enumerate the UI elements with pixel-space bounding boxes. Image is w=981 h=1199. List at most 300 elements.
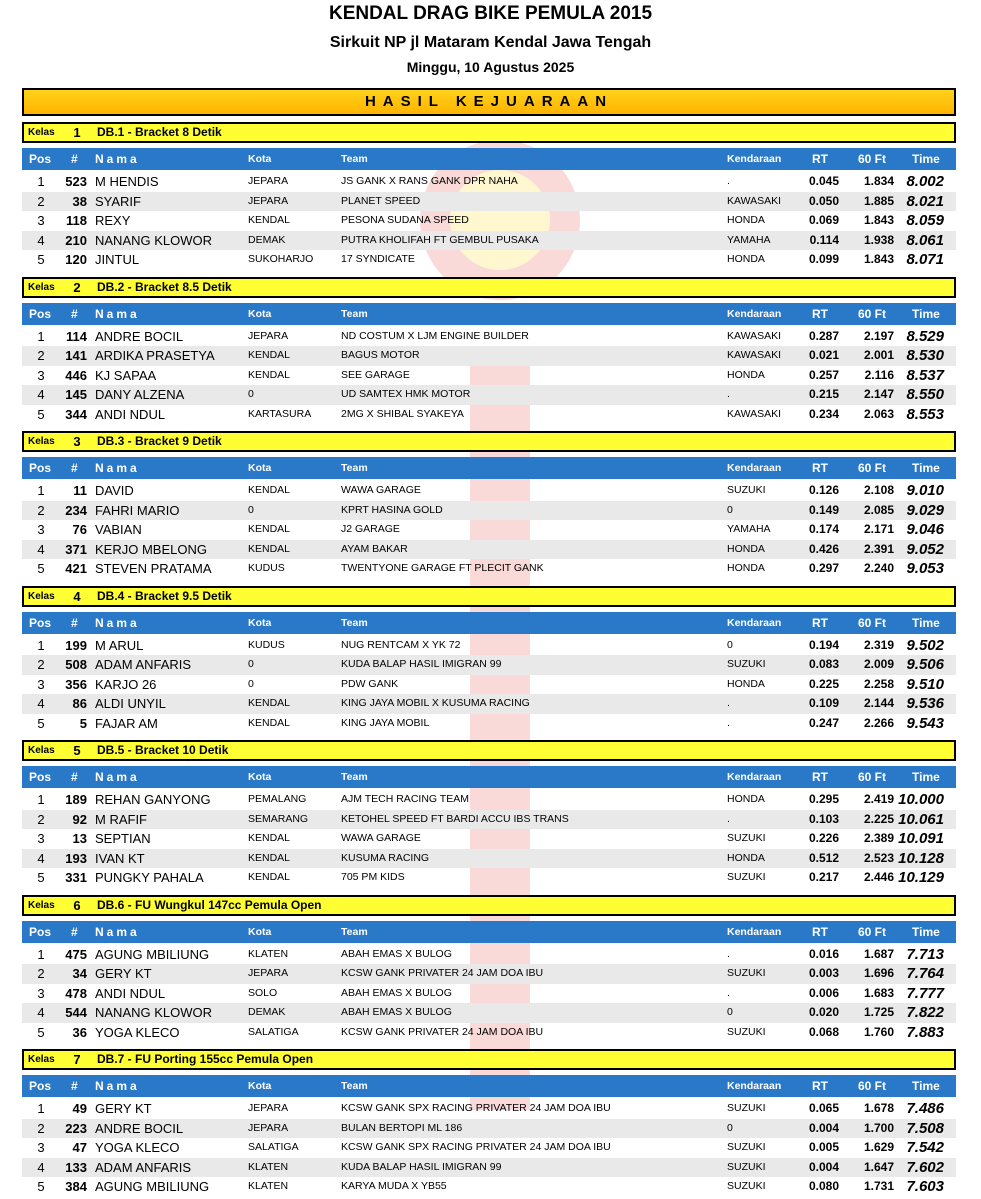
cell-nama: PUNGKY PAHALA	[95, 870, 204, 885]
cell-pos: 4	[37, 541, 45, 557]
cell-kend: KAWASAKI	[727, 407, 782, 420]
cell-ft: 2.108	[863, 483, 894, 497]
column-header-nama: Nama	[95, 615, 140, 630]
cell-ft: 2.144	[863, 696, 894, 710]
column-header-kend: Kendaraan	[727, 1080, 782, 1092]
class-number: 1	[73, 125, 81, 140]
table-row	[22, 849, 956, 869]
cell-kend: YAMAHA	[727, 523, 771, 535]
cell-ft: 1.700	[863, 1120, 894, 1135]
cell-kota: KENDAL	[248, 349, 291, 361]
cell-team: KPRT HASINA GOLD	[341, 503, 443, 516]
cell-ft: 2.171	[863, 522, 894, 536]
column-header-nama: Nama	[95, 924, 140, 939]
cell-pos: 1	[37, 637, 45, 653]
cell-team: KCSW GANK PRIVATER 24 JAM DOA IBU	[341, 967, 544, 979]
cell-kend: HONDA	[727, 542, 765, 555]
cell-pos: 3	[37, 1140, 45, 1155]
column-header-time: Time	[912, 924, 940, 939]
column-header-time: Time	[912, 306, 940, 321]
cell-nama: JINTUL	[95, 252, 140, 267]
class-title-bar	[22, 1049, 956, 1070]
column-header-ft: 60 Ft	[858, 152, 887, 166]
cell-nama: REHAN GANYONG	[95, 792, 211, 807]
cell-ft: 2.063	[863, 406, 894, 421]
cell-num: 508	[65, 657, 87, 672]
cell-rt: 0.126	[808, 483, 839, 497]
cell-num: 76	[72, 522, 87, 537]
column-header-pos: Pos	[29, 1079, 52, 1093]
cell-num: 118	[66, 213, 87, 228]
cell-kota: DEMAK	[248, 233, 286, 246]
cell-kend: SUZUKI	[727, 1141, 766, 1153]
cell-kota: SALATIGA	[248, 1025, 299, 1038]
cell-rt: 0.226	[808, 831, 839, 845]
cell-time: 9.029	[906, 501, 944, 519]
cell-pos: 1	[37, 792, 45, 807]
cell-ft: 1.843	[863, 213, 894, 227]
cell-rt: 0.083	[808, 657, 839, 671]
column-header-rt: RT	[812, 770, 828, 784]
cell-time: 8.529	[906, 327, 944, 345]
cell-nama: GERY KT	[95, 966, 152, 981]
column-header-num: #	[71, 770, 78, 784]
cell-team: BAGUS MOTOR	[341, 349, 420, 361]
column-header-time: Time	[912, 1079, 940, 1093]
cell-kend: SUZUKI	[727, 967, 766, 979]
column-header-kota: Kota	[248, 153, 272, 165]
cell-ft: 1.843	[863, 252, 894, 266]
cell-pos: 1	[37, 946, 45, 962]
cell-nama: KJ SAPAA	[95, 367, 157, 383]
class-title: DB.5 - Bracket 10 Detik	[97, 743, 229, 757]
cell-ft: 1.834	[863, 174, 894, 188]
cell-ft: 2.446	[863, 870, 894, 884]
column-header-pos: Pos	[29, 306, 52, 321]
cell-kota: SEMARANG	[248, 812, 309, 825]
table-row	[22, 790, 956, 810]
cell-nama: M HENDIS	[95, 174, 159, 189]
column-header-pos: Pos	[29, 770, 52, 784]
column-header-rt: RT	[812, 461, 828, 475]
cell-team: WAWA GARAGE	[341, 484, 421, 496]
cell-kota: 0	[248, 388, 254, 400]
class-number: 3	[73, 434, 81, 449]
cell-pos: 2	[37, 966, 45, 981]
cell-num: 47	[72, 1140, 87, 1155]
column-header-nama: Nama	[95, 152, 140, 166]
column-header-rt: RT	[812, 152, 828, 166]
cell-rt: 0.295	[808, 792, 839, 806]
cell-team: AYAM BAKAR	[341, 542, 408, 555]
cell-pos: 2	[37, 657, 45, 672]
cell-num: 210	[65, 232, 87, 248]
column-header-time: Time	[912, 615, 940, 630]
column-header-num: #	[71, 615, 78, 630]
cell-kend: .	[727, 697, 730, 709]
cell-rt: 0.004	[808, 1159, 839, 1174]
page-title: KENDAL DRAG BIKE PEMULA 2015	[328, 3, 653, 24]
cell-kend: HONDA	[727, 368, 765, 381]
cell-nama: FAJAR AM	[95, 715, 158, 731]
column-header-nama: Nama	[95, 770, 140, 784]
cell-kend: .	[727, 986, 730, 999]
cell-team: 2MG X SHIBAL SYAKEYA	[341, 407, 464, 420]
cell-team: SEE GARAGE	[341, 368, 410, 381]
cell-time: 7.883	[906, 1023, 944, 1041]
cell-kota: KENDAL	[248, 523, 291, 535]
results-banner: HASIL KEJUARAAN	[22, 88, 956, 116]
cell-kend: .	[727, 175, 730, 187]
cell-nama: ADAM ANFARIS	[95, 1159, 192, 1175]
table-row	[22, 1023, 956, 1043]
cell-ft: 1.629	[863, 1140, 894, 1154]
cell-num: 114	[66, 328, 87, 344]
cell-ft: 2.391	[863, 541, 894, 556]
column-header-ft: 60 Ft	[858, 924, 887, 939]
cell-time: 9.502	[906, 636, 944, 654]
cell-team: KCSW GANK SPX RACING PRIVATER 24 JAM DOA IBU	[341, 1141, 611, 1153]
cell-pos: 5	[37, 870, 45, 885]
cell-kota: JEPARA	[248, 175, 289, 187]
cell-ft: 2.085	[863, 502, 894, 517]
cell-pos: 2	[37, 502, 45, 518]
cell-rt: 0.247	[808, 715, 839, 730]
cell-nama: KERJO MBELONG	[95, 541, 207, 557]
table-row	[22, 1177, 956, 1197]
cell-time: 9.536	[906, 695, 944, 712]
table-row	[22, 231, 956, 251]
column-header-kota: Kota	[248, 1080, 272, 1092]
cell-nama: M ARUL	[95, 637, 144, 653]
cell-team: KUDA BALAP HASIL IMIGRAN 99	[341, 1160, 502, 1173]
table-row	[22, 829, 956, 849]
cell-nama: YOGA KLECO	[95, 1140, 180, 1155]
class-title: DB.4 - Bracket 9.5 Detik	[97, 588, 232, 603]
table-row	[22, 945, 956, 965]
cell-num: 234	[65, 502, 87, 518]
column-header-team: Team	[341, 925, 368, 938]
cell-rt: 0.003	[808, 966, 839, 980]
cell-num: 475	[65, 946, 87, 962]
cell-kota: JEPARA	[248, 1121, 289, 1134]
cell-pos: 1	[37, 174, 45, 189]
column-header-rt: RT	[812, 924, 828, 939]
column-header-num: #	[71, 306, 78, 321]
cell-team: PESONA SUDANA SPEED	[341, 214, 469, 226]
table-row	[22, 481, 956, 501]
class-title: DB.7 - FU Porting 155cc Pemula Open	[97, 1052, 314, 1066]
cell-team: KETOHEL SPEED FT BARDI ACCU IBS TRANS	[341, 812, 569, 825]
class-title: DB.2 - Bracket 8.5 Detik	[97, 279, 232, 294]
cell-num: 38	[72, 193, 87, 209]
cell-time: 9.510	[906, 675, 944, 693]
cell-time: 9.543	[906, 714, 944, 732]
cell-time: 8.021	[906, 192, 944, 210]
cell-kota: KLATEN	[248, 1180, 289, 1192]
table-row	[22, 810, 956, 830]
column-header-nama: Nama	[95, 461, 140, 475]
column-header-ft: 60 Ft	[858, 1079, 887, 1093]
cell-time: 8.537	[906, 366, 944, 384]
column-header-pos: Pos	[29, 615, 52, 630]
cell-nama: REXY	[95, 213, 131, 228]
column-header-kota: Kota	[248, 462, 272, 474]
cell-kend: SUZUKI	[727, 1025, 766, 1038]
table-row	[22, 1158, 956, 1178]
cell-rt: 0.149	[808, 502, 839, 517]
cell-pos: 4	[37, 387, 45, 402]
cell-kota: KENDAL	[248, 214, 291, 226]
cell-num: 544	[65, 1005, 87, 1020]
cell-nama: AGUNG MBILIUNG	[95, 1179, 210, 1194]
venue-subtitle: Sirkuit NP jl Mataram Kendal Jawa Tengah	[329, 34, 652, 51]
cell-kota: DEMAK	[248, 1006, 286, 1018]
cell-ft: 2.258	[863, 676, 894, 691]
cell-nama: FAHRI MARIO	[95, 502, 180, 518]
column-header-kend: Kendaraan	[727, 771, 782, 783]
cell-kend: HONDA	[727, 677, 765, 690]
class-label: Kelas	[28, 590, 55, 602]
cell-kota: 0	[248, 503, 254, 516]
column-header-kota: Kota	[248, 771, 272, 783]
column-header-num: #	[71, 461, 78, 475]
cell-nama: YOGA KLECO	[95, 1024, 180, 1040]
cell-time: 9.046	[906, 521, 944, 538]
cell-num: 11	[73, 483, 87, 498]
cell-kend: SUZUKI	[727, 1102, 766, 1114]
table-row	[22, 964, 956, 984]
cell-nama: DANY ALZENA	[95, 387, 185, 402]
table-row	[22, 1138, 956, 1158]
cell-pos: 3	[37, 676, 45, 692]
cell-rt: 0.114	[809, 232, 839, 247]
cell-nama: ANDI NDUL	[95, 406, 166, 422]
cell-time: 8.530	[906, 347, 944, 364]
column-header-row	[22, 612, 956, 634]
table-row	[22, 405, 956, 425]
cell-num: 384	[65, 1179, 87, 1194]
cell-pos: 3	[37, 831, 45, 846]
class-number: 2	[73, 279, 81, 295]
cell-ft: 2.009	[863, 657, 894, 671]
column-header-kend: Kendaraan	[727, 153, 782, 165]
table-row	[22, 366, 956, 386]
column-header-team: Team	[341, 1080, 368, 1092]
class-label: Kelas	[28, 127, 55, 138]
cell-rt: 0.005	[808, 1140, 839, 1154]
cell-kend: KAWASAKI	[727, 194, 782, 207]
cell-nama: STEVEN PRATAMA	[95, 561, 212, 576]
cell-kota: JEPARA	[248, 967, 289, 979]
cell-num: 356	[65, 676, 87, 692]
cell-ft: 2.419	[863, 792, 894, 806]
cell-team: KUDA BALAP HASIL IMIGRAN 99	[341, 658, 502, 670]
cell-rt: 0.287	[808, 328, 839, 343]
cell-team: ND COSTUM X LJM ENGINE BUILDER	[341, 329, 529, 342]
cell-pos: 5	[37, 252, 45, 267]
column-header-num: #	[71, 924, 78, 939]
column-header-rt: RT	[812, 1079, 828, 1093]
column-header-num: #	[71, 152, 78, 166]
cell-rt: 0.297	[808, 561, 839, 575]
cell-rt: 0.004	[808, 1120, 839, 1135]
cell-kota: SUKOHARJO	[248, 253, 314, 265]
table-row	[22, 1099, 956, 1119]
cell-pos: 5	[37, 1024, 45, 1040]
cell-team: KCSW GANK SPX RACING PRIVATER 24 JAM DOA IBU	[341, 1102, 611, 1114]
cell-ft: 1.938	[863, 232, 894, 247]
class-number: 5	[73, 743, 81, 758]
class-title-bar	[22, 740, 956, 761]
column-header-kend: Kendaraan	[727, 462, 782, 474]
cell-team: NUG RENTCAM X YK 72	[341, 638, 461, 651]
cell-rt: 0.021	[808, 348, 839, 362]
cell-kend: SUZUKI	[727, 1160, 766, 1173]
cell-nama: KARJO 26	[95, 676, 157, 692]
cell-time: 8.002	[906, 173, 944, 190]
cell-pos: 5	[37, 715, 45, 731]
cell-team: TWENTYONE GARAGE FT PLECIT GANK	[341, 562, 544, 574]
cell-pos: 3	[37, 367, 45, 383]
cell-pos: 1	[37, 483, 45, 498]
cell-time: 7.764	[906, 965, 944, 982]
cell-num: 5	[79, 715, 87, 731]
cell-ft: 1.760	[863, 1024, 894, 1039]
cell-nama: SYARIF	[95, 193, 141, 209]
cell-pos: 4	[37, 850, 45, 866]
class-number: 7	[73, 1052, 81, 1067]
class-label: Kelas	[28, 436, 55, 447]
cell-kota: SALATIGA	[248, 1141, 299, 1153]
table-row	[22, 501, 956, 521]
table-row	[22, 520, 956, 540]
cell-nama: ANDRE BOCIL	[95, 1120, 184, 1136]
cell-rt: 0.069	[808, 213, 839, 227]
cell-nama: ARDIKA PRASETYA	[95, 348, 215, 363]
cell-rt: 0.234	[808, 406, 839, 421]
cell-time: 10.061	[898, 810, 944, 828]
cell-num: 141	[65, 348, 87, 363]
cell-time: 10.091	[898, 830, 944, 847]
column-header-team: Team	[341, 462, 368, 474]
column-header-nama: Nama	[95, 1079, 140, 1093]
cell-kend: 0	[727, 1121, 733, 1134]
cell-team: ABAH EMAS X BULOG	[341, 1006, 452, 1018]
cell-time: 9.052	[906, 540, 944, 558]
class-title: DB.3 - Bracket 9 Detik	[97, 434, 222, 448]
cell-team: PLANET SPEED	[341, 194, 421, 207]
column-header-kend: Kendaraan	[727, 307, 782, 320]
cell-nama: IVAN KT	[95, 850, 145, 866]
cell-kend: .	[727, 812, 730, 825]
cell-rt: 0.512	[808, 850, 839, 865]
cell-kota: KUDUS	[248, 638, 285, 651]
cell-rt: 0.215	[808, 387, 839, 401]
class-label: Kelas	[28, 899, 55, 911]
cell-rt: 0.065	[808, 1101, 839, 1115]
cell-time: 7.603	[906, 1178, 944, 1195]
cell-num: 223	[65, 1120, 87, 1136]
table-row	[22, 868, 956, 888]
cell-num: 13	[72, 831, 87, 846]
cell-time: 8.550	[906, 386, 944, 403]
cell-team: KCSW GANK PRIVATER 24 JAM DOA IBU	[341, 1025, 544, 1038]
cell-pos: 4	[37, 1005, 45, 1020]
column-header-rt: RT	[812, 615, 828, 630]
cell-num: 446	[65, 367, 87, 383]
column-header-kota: Kota	[248, 616, 272, 629]
column-header-ft: 60 Ft	[858, 615, 887, 630]
class-number: 6	[73, 897, 81, 913]
table-row	[22, 984, 956, 1004]
column-header-kend: Kendaraan	[727, 925, 782, 938]
column-header-row	[22, 921, 956, 943]
cell-nama: GERY KT	[95, 1101, 152, 1116]
cell-ft: 2.116	[864, 367, 894, 382]
class-title-bar	[22, 277, 956, 298]
cell-rt: 0.006	[808, 985, 839, 1000]
cell-ft: 2.240	[863, 561, 894, 575]
column-header-pos: Pos	[29, 924, 52, 939]
cell-rt: 0.109	[808, 696, 839, 710]
cell-ft: 1.683	[863, 985, 894, 1000]
cell-ft: 1.885	[863, 193, 894, 208]
cell-rt: 0.103	[808, 811, 839, 826]
column-header-team: Team	[341, 153, 368, 165]
cell-time: 8.553	[906, 405, 944, 423]
table-row	[22, 211, 956, 231]
column-header-nama: Nama	[95, 306, 140, 321]
table-row	[22, 675, 956, 695]
table-row	[22, 172, 956, 192]
cell-kota: KENDAL	[248, 542, 291, 555]
column-header-time: Time	[912, 461, 940, 475]
cell-kend: HONDA	[727, 214, 765, 226]
cell-num: 92	[72, 811, 87, 827]
cell-pos: 3	[37, 213, 45, 228]
cell-ft: 1.725	[863, 1005, 894, 1019]
cell-time: 10.128	[898, 849, 944, 867]
column-header-team: Team	[341, 307, 368, 320]
cell-kend: SUZUKI	[727, 1180, 766, 1192]
cell-time: 8.061	[906, 231, 944, 249]
cell-num: 49	[72, 1101, 87, 1116]
cell-ft: 2.001	[863, 348, 894, 362]
cell-num: 199	[65, 637, 87, 653]
class-title-bar	[22, 895, 956, 916]
cell-team: 17 SYNDICATE	[341, 253, 415, 265]
cell-kota: KENDAL	[248, 697, 291, 709]
cell-kota: JEPARA	[248, 194, 289, 207]
cell-team: KING JAYA MOBIL X KUSUMA RACING	[341, 697, 530, 709]
cell-num: 344	[65, 406, 87, 422]
cell-rt: 0.068	[808, 1024, 839, 1039]
cell-kota: KARTASURA	[248, 407, 312, 420]
cell-pos: 2	[37, 348, 45, 363]
class-title: DB.6 - FU Wungkul 147cc Pemula Open	[97, 897, 322, 912]
column-header-rt: RT	[812, 306, 828, 321]
cell-nama: ANDRE BOCIL	[95, 328, 184, 344]
column-header-pos: Pos	[29, 152, 52, 166]
table-row	[22, 346, 956, 366]
cell-num: 36	[72, 1024, 87, 1040]
table-row	[22, 636, 956, 656]
table-row	[22, 540, 956, 560]
cell-rt: 0.045	[808, 174, 839, 188]
cell-nama: AGUNG MBILIUNG	[95, 946, 210, 962]
cell-pos: 4	[37, 696, 45, 711]
